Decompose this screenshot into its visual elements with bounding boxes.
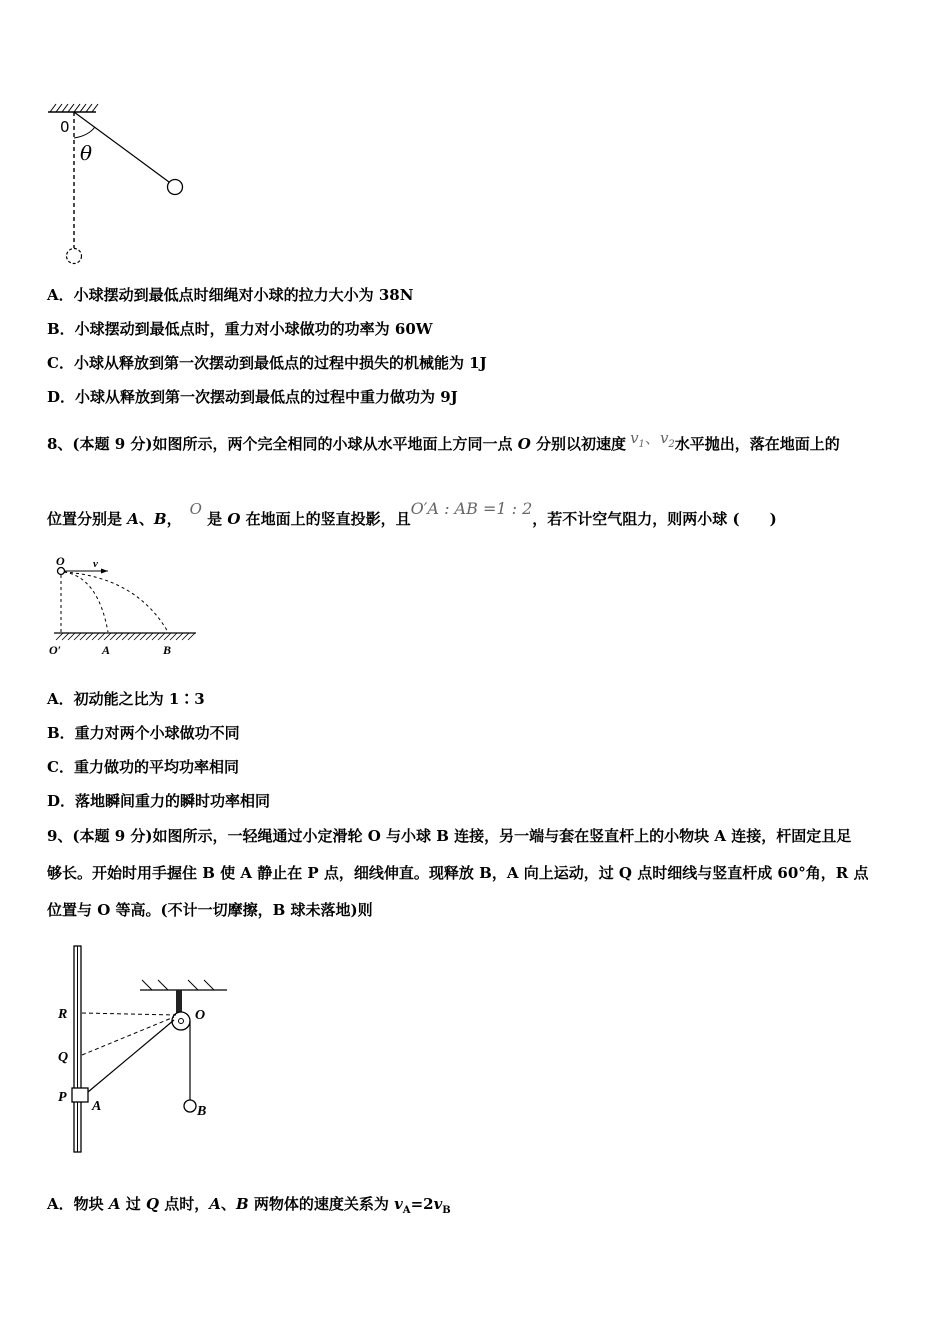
q7-option-c: C．小球从释放到第一次摆动到最低点的过程中损失的机械能为 1J: [47, 354, 487, 372]
pulley-o-label: O: [195, 1008, 206, 1023]
q7-option-b: B．小球摆动到最低点时，重力对小球做功的功率为 60W: [47, 320, 433, 338]
point-p-label: P: [58, 1090, 67, 1105]
q9-option-a: A．物块 A 过 Q 点时，A、B 两物体的速度关系为 $v_A=2v_B$: [47, 1195, 451, 1216]
point-a-label: A: [102, 643, 111, 657]
velocity-label: v: [93, 558, 98, 570]
q8-option-d: D．落地瞬间重力的瞬时功率相同: [47, 792, 271, 810]
q9-stem-line2: 够长。开始时用手握住 B 使 A 静止在 P 点，细线伸直。现释放 B，A 向上运动，过 Q 点时细线与竖直杆成 60°角，R 点: [47, 864, 869, 882]
ratio-formula: O′A : AB =1 : 2: [410, 499, 533, 518]
v2-symbol: $v_2$: [659, 429, 675, 450]
projectile-figure: [46, 552, 206, 662]
q7-option-d: D．小球从释放到第一次摆动到最低点的过程中重力做功为 9J: [47, 388, 458, 406]
pendulum-figure: [44, 100, 204, 270]
block-a-label: A: [92, 1099, 102, 1114]
q8-option-c: C．重力做功的平均功率相同: [47, 758, 239, 776]
point-q-label: Q: [58, 1050, 69, 1065]
q8-option-a: A．初动能之比为 1∶3: [47, 690, 205, 708]
q7-option-a: A．小球摆动到最低点时细绳对小球的拉力大小为 38N: [47, 286, 414, 304]
q8-stem-line1: 8、(本题 9 分)如图所示，两个完全相同的小球从水平地面上方同一点 O 分别以初速度 $v_1$、$v_2$水平抛出，落在地面上的: [47, 429, 840, 453]
pulley-figure: [52, 940, 252, 1160]
point-b-label: B: [163, 643, 172, 657]
q8-stem-line2: 位置分别是 A、B，O 是 O 在地面上的竖直投影，且O′A : AB =1 : 2，若不计空气阻力，则两小球 ( ): [47, 499, 777, 528]
ball-b-label: B: [197, 1104, 207, 1119]
point-o-label: O: [56, 554, 65, 568]
v1-symbol: $v_1$: [630, 429, 645, 450]
point-o-prime-label: O′: [49, 643, 62, 657]
q9-stem-line1: 9、(本题 9 分)如图所示，一轻绳通过小定滑轮 O 与小球 B 连接，另一端与套在竖直杆上的小物块 A 连接，杆固定且足: [47, 827, 852, 845]
point-r-label: R: [58, 1007, 68, 1022]
q8-option-b: B．重力对两个小球做功不同: [47, 724, 240, 742]
o-prime-symbol: O: [189, 500, 202, 518]
pivot-label: 0: [60, 118, 70, 136]
angle-label: θ: [80, 141, 93, 165]
q9-stem-line3: 位置与 O 等高。(不计一切摩擦，B 球未落地)则: [47, 901, 373, 919]
